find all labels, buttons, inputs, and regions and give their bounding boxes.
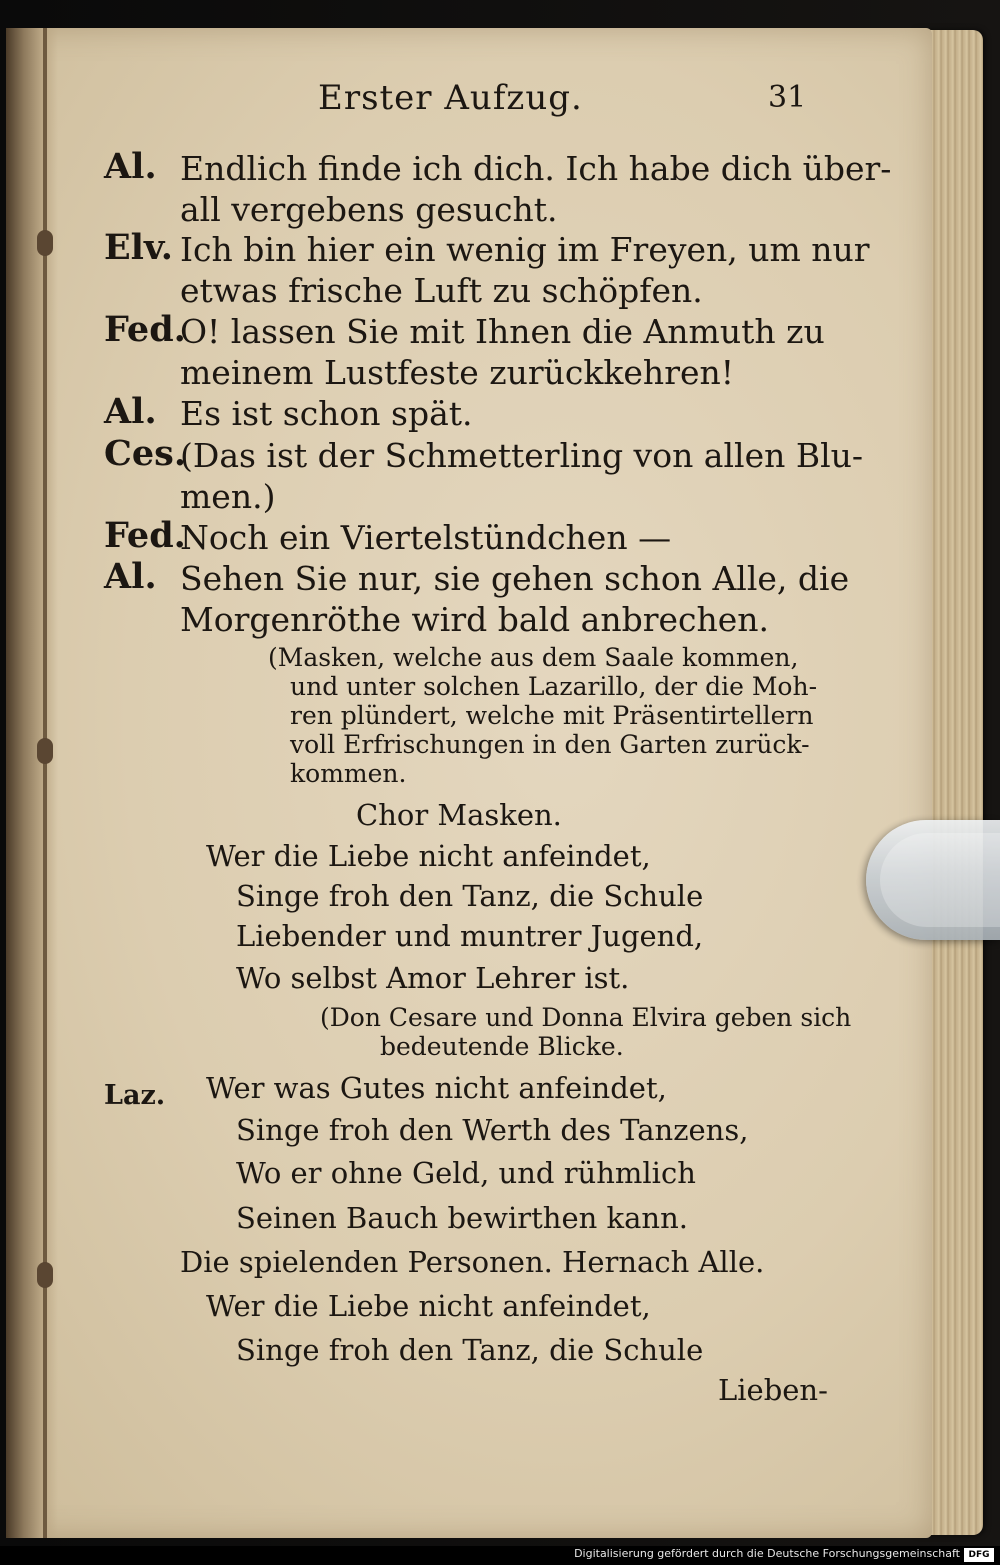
book-gutter	[6, 28, 58, 1538]
speaker-label: Al.	[104, 146, 157, 187]
verse-line: Wer was Gutes nicht anfeindet,	[206, 1071, 667, 1105]
speaker-label: Fed.	[104, 309, 186, 350]
dfg-logo: DFG	[964, 1548, 994, 1562]
speaker-label: Fed.	[104, 515, 186, 556]
verse-line: Singe froh den Tanz, die Schule	[236, 879, 704, 913]
page-number: 31	[768, 80, 807, 115]
dialogue-line: Noch ein Viertelstündchen —	[180, 518, 672, 557]
dialogue-line: Sehen Sie nur, sie gehen schon Alle, die	[180, 559, 850, 598]
stage-direction-line: und unter solchen Lazarillo, der die Moh-	[290, 672, 818, 701]
dialogue-line: etwas frische Luft zu schöpfen.	[180, 271, 703, 310]
stage-direction-line: kommen.	[290, 759, 407, 788]
binding-stitch	[37, 1262, 53, 1288]
funding-credit: Digitalisierung gefördert durch die Deutsche Forschungsgemeinschaft	[574, 1547, 960, 1560]
dialogue-line: (Das ist der Schmetterling von allen Blu-	[180, 436, 864, 475]
dialogue-line: Ich bin hier ein wenig im Freyen, um nur	[180, 230, 870, 269]
binding-stitch	[37, 230, 53, 256]
verse-line: Wo selbst Amor Lehrer ist.	[236, 961, 630, 995]
speaker-label: Al.	[104, 391, 157, 432]
catchword: Lieben-	[718, 1373, 828, 1407]
dialogue-line: Endlich finde ich dich. Ich habe dich über-	[180, 149, 892, 188]
stage-direction-line: voll Erfrischungen in den Garten zurück-	[290, 730, 810, 759]
verse-line: Liebender und muntrer Jugend,	[236, 919, 704, 953]
speaker-label: Elv.	[104, 227, 173, 268]
page-holder-clip-highlight	[880, 833, 1000, 927]
section-heading: Die spielenden Personen. Hernach Alle.	[180, 1245, 765, 1279]
speaker-label: Al.	[104, 556, 157, 597]
binding-stitch	[37, 738, 53, 764]
verse-line: Singe froh den Tanz, die Schule	[236, 1333, 704, 1367]
verse-line: Wo er ohne Geld, und rühmlich	[236, 1156, 696, 1190]
stage-direction-line: (Masken, welche aus dem Saale kommen,	[268, 643, 799, 672]
chorus-heading: Chor Masken.	[356, 798, 562, 832]
verse-line: Seinen Bauch bewirthen kann.	[236, 1201, 688, 1235]
dialogue-line: Morgenröthe wird bald anbrechen.	[180, 600, 770, 639]
dialogue-line: men.)	[180, 477, 276, 516]
dialogue-line: meinem Lustfeste zurückkehren!	[180, 353, 735, 392]
verse-line: Wer die Liebe nicht anfeindet,	[206, 839, 651, 873]
stage-direction-line: ren plündert, welche mit Präsentirtellern	[290, 701, 814, 730]
dialogue-line: O! lassen Sie mit Ihnen die Anmuth zu	[180, 312, 825, 351]
stage-direction-line: bedeutende Blicke.	[380, 1032, 624, 1061]
dialogue-line: Es ist schon spät.	[180, 394, 473, 433]
stage-direction-line: (Don Cesare und Donna Elvira geben sich	[320, 1003, 852, 1032]
verse-line: Wer die Liebe nicht anfeindet,	[206, 1289, 651, 1323]
speaker-label: Ces.	[104, 433, 187, 474]
speaker-label: Laz.	[104, 1080, 166, 1111]
running-title: Erster Aufzug.	[318, 78, 583, 118]
verse-line: Singe froh den Werth des Tanzens,	[236, 1113, 749, 1147]
dialogue-line: all vergebens gesucht.	[180, 190, 558, 229]
